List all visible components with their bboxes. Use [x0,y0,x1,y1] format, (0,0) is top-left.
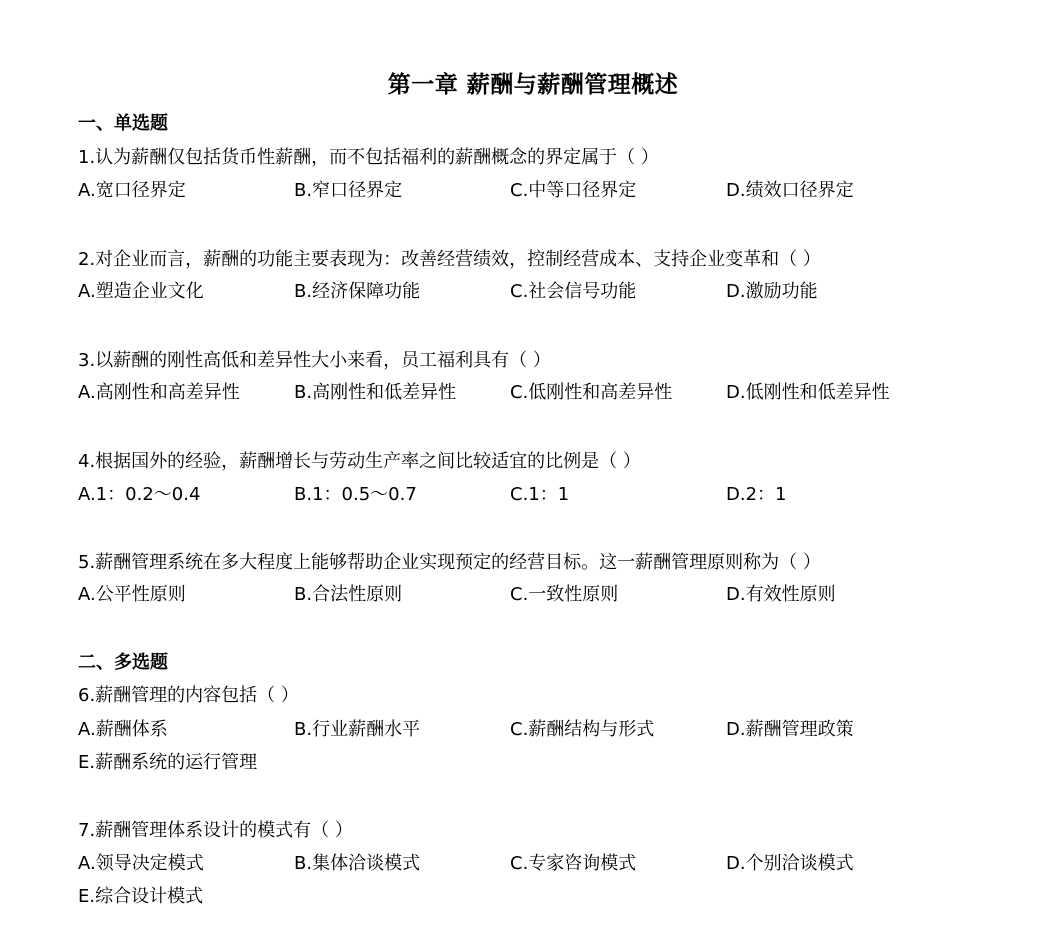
option-b: B.1：0.5～0.7 [294,484,417,505]
option-d: D.2：1 [726,484,787,505]
option-row [78,748,978,774]
option-a: A.公平性原则 [78,584,186,605]
option-c: C.社会信号功能 [510,281,637,302]
option-d: D.有效性原则 [726,584,836,605]
option-b: B.高刚性和低差异性 [294,382,457,403]
option-d: D.低刚性和低差异性 [726,382,890,403]
option-d: D.激励功能 [726,281,818,302]
option-a: A.领导决定模式 [78,853,204,874]
option-row [78,849,978,875]
question-stem: 4.根据国外的经验，薪酬增长与劳动生产率之间比较适宜的比例是（ ） [78,451,641,472]
option-a: A.宽口径界定 [78,180,186,201]
option-a: A.1：0.2～0.4 [78,484,201,505]
section-heading-multiple-choice: 二、多选题 [78,652,168,673]
option-b: B.窄口径界定 [294,180,403,201]
option-a: A.高刚性和高差异性 [78,382,240,403]
option-c: C.中等口径界定 [510,180,637,201]
option-b: B.合法性原则 [294,584,403,605]
option-c: C.低刚性和高差异性 [510,382,673,403]
option-e: E.综合设计模式 [78,886,204,907]
option-c: C.专家咨询模式 [510,853,637,874]
option-b: B.行业薪酬水平 [294,719,421,740]
option-row [78,176,978,202]
chapter-title: 第一章 薪酬与薪酬管理概述 [387,72,679,98]
option-e: E.薪酬系统的运行管理 [78,752,258,773]
option-a: A.薪酬体系 [78,719,168,740]
option-row [78,580,978,606]
question-stem: 5.薪酬管理系统在多大程度上能够帮助企业实现预定的经营目标。这一薪酬管理原则称为（ ） [78,552,821,573]
question-stem: 7.薪酬管理体系设计的模式有（ ） [78,820,353,841]
option-d: D.绩效口径界定 [726,180,854,201]
option-row [78,715,978,741]
option-d: D.薪酬管理政策 [726,719,854,740]
option-c: C.一致性原则 [510,584,619,605]
option-a: A.塑造企业文化 [78,281,204,302]
option-row [78,882,978,908]
option-c: C.1：1 [510,484,570,505]
option-row [78,277,978,303]
option-c: C.薪酬结构与形式 [510,719,655,740]
option-row [78,480,978,506]
question-stem: 6.薪酬管理的内容包括（ ） [78,685,299,706]
question-stem: 2.对企业而言，薪酬的功能主要表现为：改善经营绩效，控制经营成本、支持企业变革和（ ） [78,249,821,270]
option-b: B.集体洽谈模式 [294,853,421,874]
option-b: B.经济保障功能 [294,281,421,302]
question-stem: 1.认为薪酬仅包括货币性薪酬，而不包括福利的薪酬概念的界定属于（ ） [78,147,659,168]
question-stem: 3.以薪酬的刚性高低和差异性大小来看，员工福利具有（ ） [78,350,551,371]
option-d: D.个别洽谈模式 [726,853,854,874]
section-heading-single-choice: 一、单选题 [78,113,168,134]
option-row [78,378,978,404]
